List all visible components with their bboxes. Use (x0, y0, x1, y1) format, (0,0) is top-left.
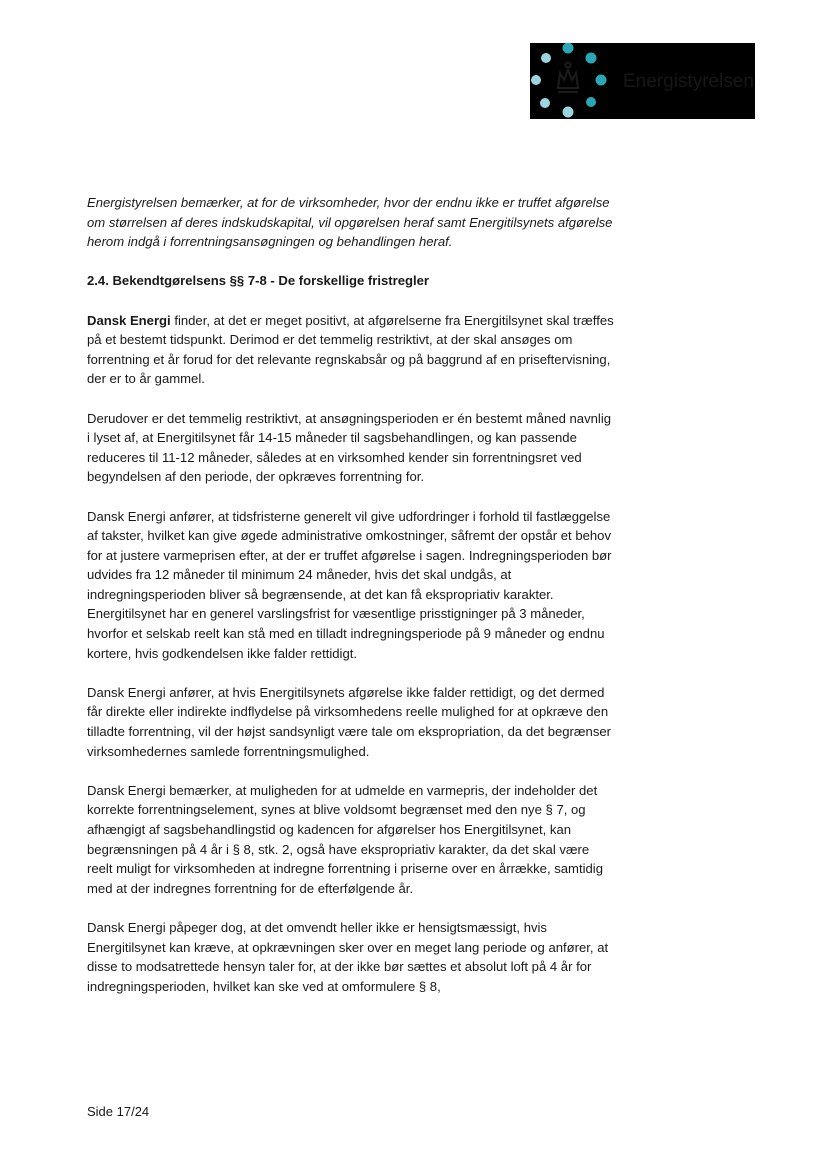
page-number: Side 17/24 (87, 1104, 150, 1119)
paragraph-4: Dansk Energi anfører, at hvis Energitilsynets afgørelse ikke falder rettidigt, og det dermed får direkte eller indirekte indflydelse på virksomhedens reelle mulighed for at opkræve den tilladte forrentning, vil der højst sandsynligt være tale om ekspropriation, da det begrænser virksomhedernes samlede forrentningsmulighed. (87, 684, 612, 759)
logo-text: Energistyrelsen (623, 71, 754, 92)
intro-paragraph: Energistyrelsen bemærker, at for de virksomheder, hvor der endnu ikke er truffet afgørelse om størrelsen af deres indskudskapital, vil opgørelsen heraf samt Energitilsynets afgørelse herom indgå i forrentningsansøgningen og behandlingen heraf. (87, 195, 613, 250)
paragraph-1 (87, 311, 617, 389)
paragraph-2: Derudover er det temmelig restriktivt, at ansøgningsperioden er én bestemt måned navnlig i lyset af, at Energitilsynet får 14-15 måneder til sagsbehandlingen, og kan passende reduceres til 11-12 måneder, således at en virksomhed kender sin forrentningsret ved begyndelsen af den periode, der opkræves forrentning for. (87, 410, 612, 485)
section-heading: 2.4. Bekendtgørelsens §§ 7-8 - De forskellige fristregler (87, 273, 430, 289)
paragraph-1-bold: Dansk Energi (87, 312, 171, 328)
paragraph-3: Dansk Energi anfører, at tidsfristerne generelt vil give udfordringer i forhold til fastlæggelse af takster, hvilket kan give øgede administrative omkostninger, såfremt der opstår et behov for at justere varmeprisen efter, at der er truffet afgørelse i sagen. Indregningsperioden bør udvides fra 12 måneder til minimum 24 måneder, hvis det skal undgås, at indregningsperioden bliver så begrænsende, at det kan få ekspropriativ karakter. Energitilsynet har en generel varslingsfrist for væsentlige prisstigninger på 3 måneder, hvorfor et selskab reelt kan stå med en tilladt indregningsperiode på 9 måneder og endnu kortere, hvis godkendelsen ikke falder rettidigt. (87, 508, 612, 661)
document-body (87, 193, 617, 1016)
paragraph-1-text: finder, at det er meget positivt, at afgørelserne fra Energitilsynet skal træffes på et bestemt tidspunkt. Derimod er det temmelig restriktivt, at der skal ansøges om forrentning et år forud for det relevante regnskabsår og på baggrund af en priseftervisning, der er to år gammel. (87, 312, 614, 387)
paragraph-6: Dansk Energi påpeger dog, at det omvendt heller ikke er hensigtsmæssigt, hvis Energitilsynet kan kræve, at opkrævningen sker over en meget lang periode og anfører, at disse to modsatrettede hensyn taler for, at der ikke bør sættes et absolut loft på 4 år for indregningsperioden, hvilket kan ske ved at omformulere § 8, (87, 919, 609, 994)
energistyrelsen-logo (530, 43, 755, 119)
paragraph-5: Dansk Energi bemærker, at muligheden for at udmelde en varmepris, der indeholder det korrekte forrentningselement, synes at blive voldsomt begrænset med den nye § 7, og afhængigt af sagsbehandlingstid og kadencen for afgørelser hos Energitilsynet, kan begrænsningen på 4 år i § 8, stk. 2, også have ekspropriativ karakter, da det skal være reelt muligt for virksomheden at indregne forrentning i priserne over en årrække, samtidig med at der indregnes forrentning for de efterfølgende år. (87, 782, 603, 896)
